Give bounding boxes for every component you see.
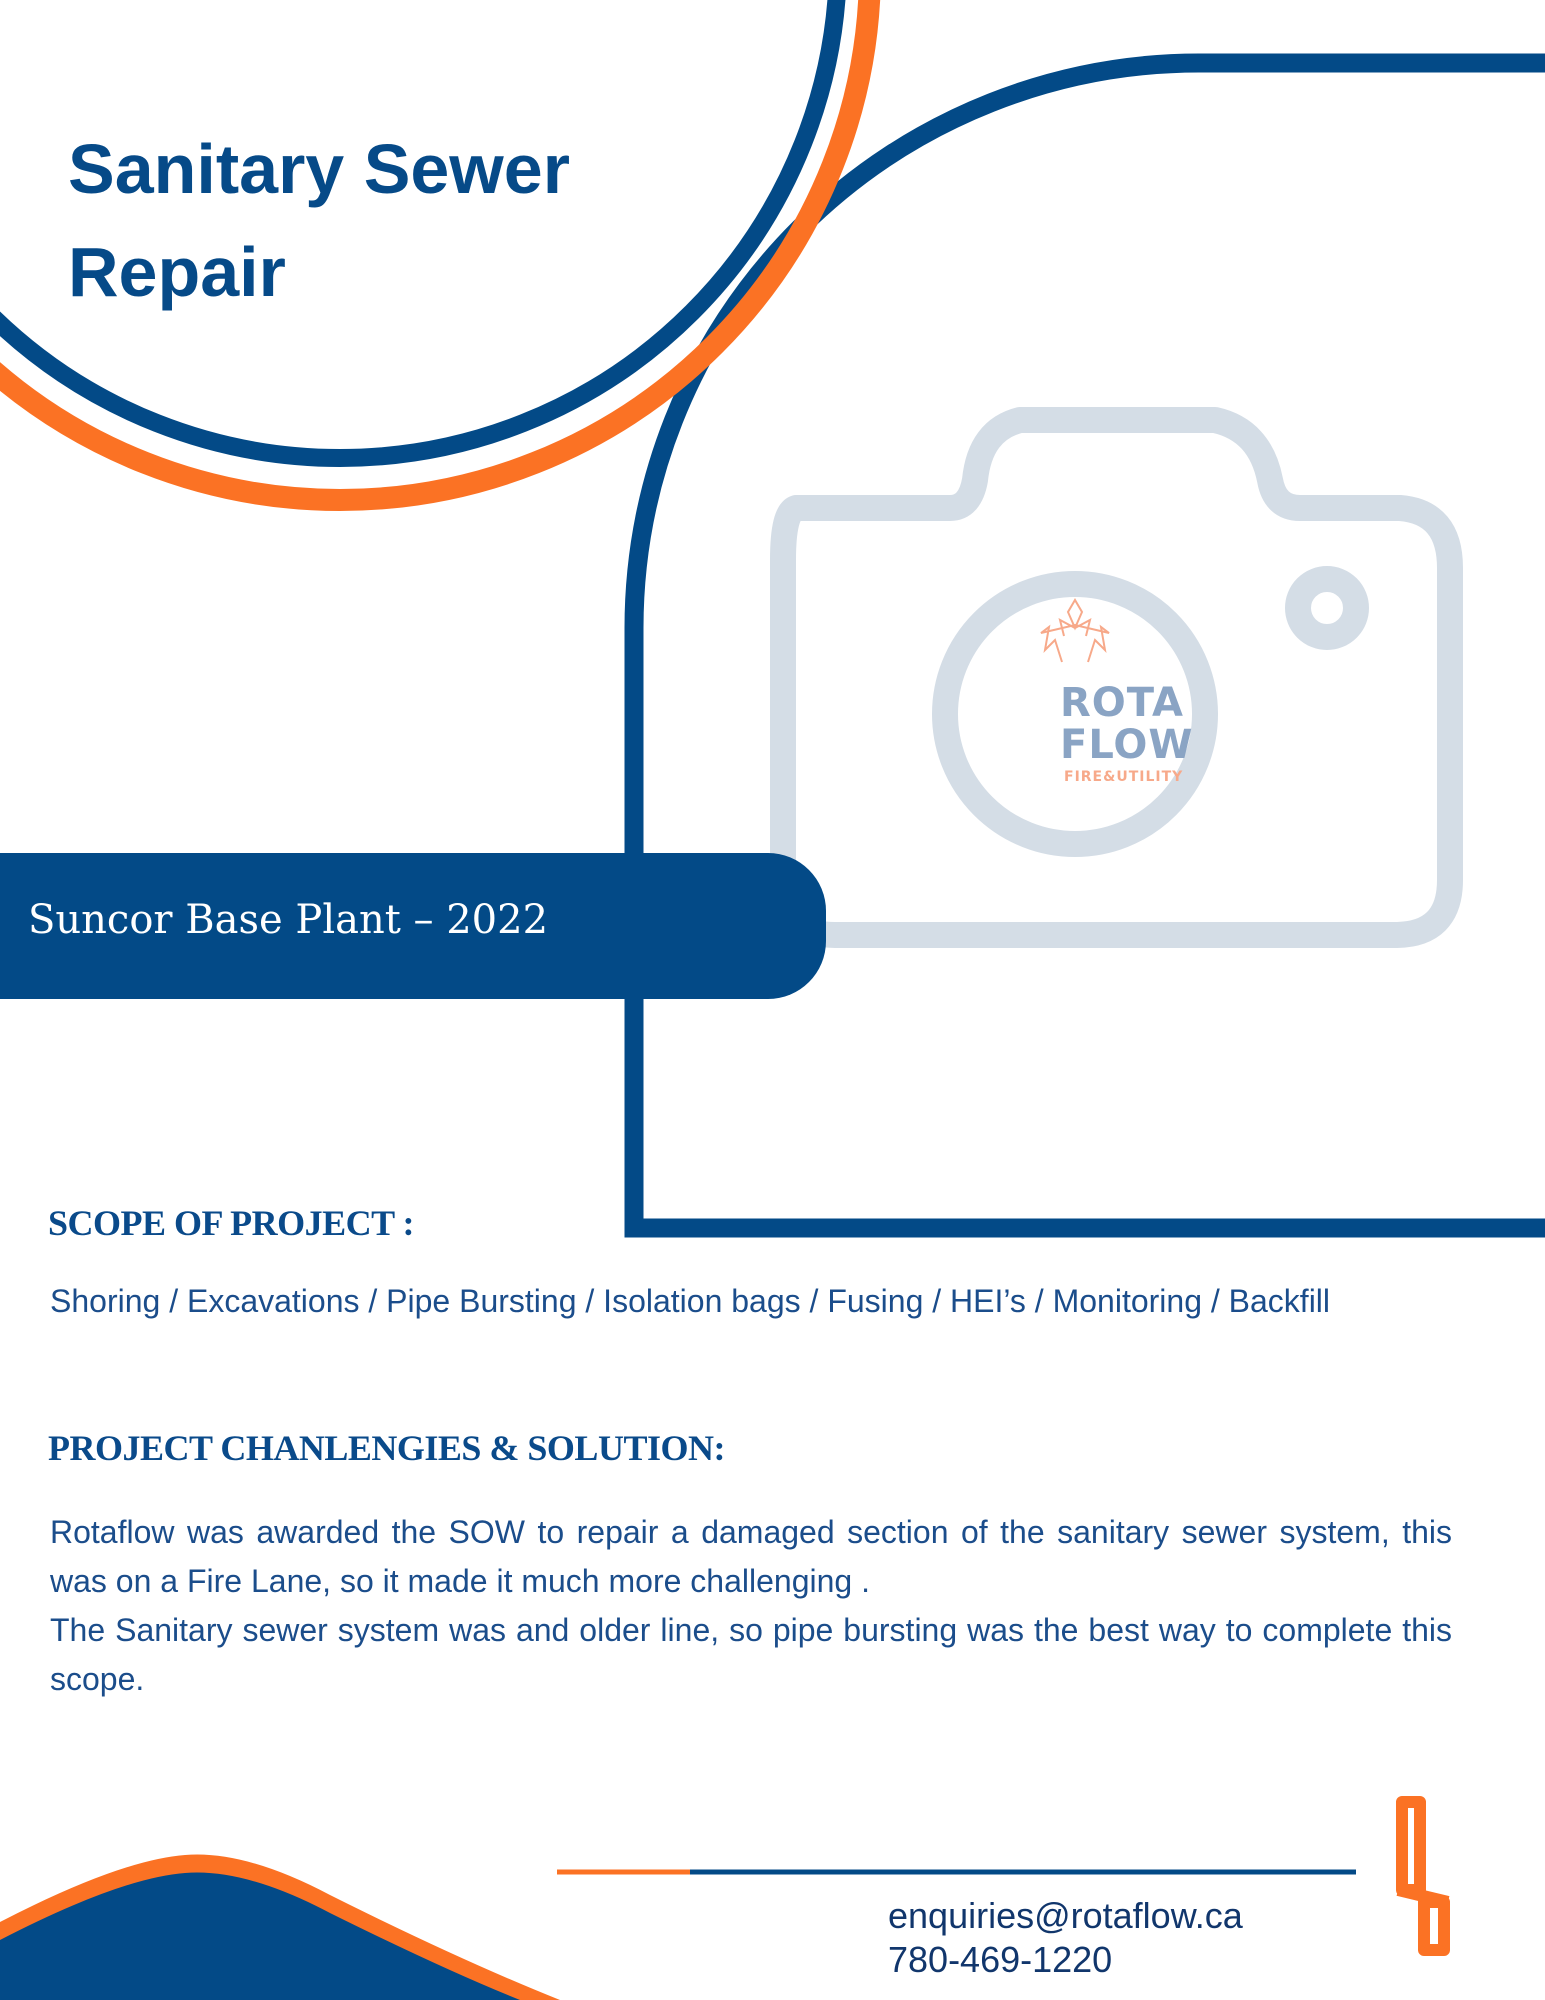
camera-icon [783,420,1450,935]
project-location-year: Suncor Base Plant – 2022 [28,897,549,943]
rotaflow-logo-tagline: FIRE&UTILITY [1064,769,1184,785]
rotaflow-logo-line1: ROTA [1060,680,1184,726]
project-banner [0,853,826,999]
contact-phone[interactable]: 780-469-1220 [888,1939,1113,1980]
contact-email[interactable]: enquiries@rotaflow.ca [888,1895,1243,1936]
challenges-heading: PROJECT CHANLENGIES & SOLUTION: [48,1428,725,1468]
rotaflow-logo-line2: FLOW [1060,722,1194,768]
scope-heading: SCOPE OF PROJECT : [48,1203,415,1243]
page-title: Sanitary Sewer Repair [68,130,570,311]
challenges-paragraph: The Sanitary sewer system was and older line, so pipe bursting was the best way to complete this scope. [50,1612,1452,1697]
maple-leaf-icon [1041,625,1109,662]
scope-text: Shoring / Excavations / Pipe Bursting / Isolation bags / Fusing / HEI’s / Monitoring / Backfill [50,1283,1331,1319]
challenges-paragraph: Rotaflow was awarded the SOW to repair a damaged section of the sanitary sewer system, this was on a Fire Lane, so it made it much more challenging . [50,1514,1452,1599]
challenges-body [50,1508,1452,1704]
rotaflow-mark-icon [1398,1802,1448,1950]
